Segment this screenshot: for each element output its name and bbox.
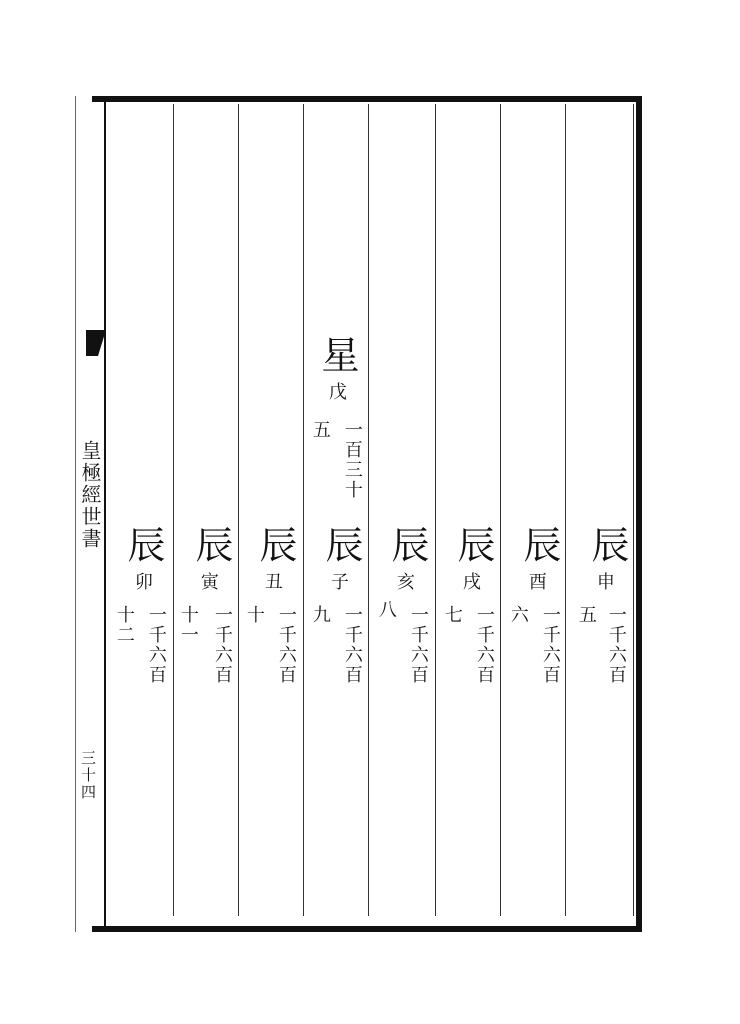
chen-character: 辰 [189,525,233,565]
sequence-number: 十 [243,605,265,625]
book-title: 皇極經世書 [78,440,102,550]
count-label: 一千六百 [605,605,627,685]
count-label: 一千六百 [275,605,297,685]
chen-character: 辰 [517,525,561,565]
chen-character: 辰 [253,525,297,565]
chen-character: 辰 [585,525,629,565]
branch-label: 戌 [459,572,481,592]
branch-label: 寅 [197,572,219,592]
sequence-number: 七 [441,605,463,625]
count-label: 一千六百 [539,605,561,685]
branch-label: 酉 [525,572,547,592]
star-character: 星 [315,335,359,375]
column-rule [238,104,239,916]
count-label: 一千六百 [211,605,233,685]
chen-character: 辰 [319,525,363,565]
sequence-number: 九 [309,605,331,625]
count-label: 一千六百 [407,605,429,685]
count-label: 一千六百 [341,605,363,685]
sequence-number: 八 [375,600,397,620]
page-number: 三十四 [79,750,97,801]
star-cyclic: 戊 [325,382,347,402]
branch-label: 子 [327,572,349,592]
sequence-number: 六 [507,605,529,625]
branch-label: 丑 [261,572,283,592]
chen-character: 辰 [385,525,429,565]
branch-label: 亥 [393,572,415,592]
branch-label: 卯 [131,572,153,592]
sequence-number: 十二 [113,605,135,645]
column-rule [435,104,436,916]
chen-character: 辰 [121,525,165,565]
chen-character: 辰 [451,525,495,565]
column-rule [303,104,304,916]
count-label: 一千六百 [145,605,167,685]
sequence-number: 五 [575,605,597,625]
star-count: 一百三十 [341,420,363,500]
column-rule [500,104,501,916]
column-rule [173,104,174,916]
branch-label: 申 [593,572,615,592]
column-rule [368,104,369,916]
column-rule [565,104,566,916]
star-number: 五 [309,420,331,440]
count-label: 一千六百 [473,605,495,685]
inner-frame [104,104,634,916]
sequence-number: 十一 [177,605,199,645]
